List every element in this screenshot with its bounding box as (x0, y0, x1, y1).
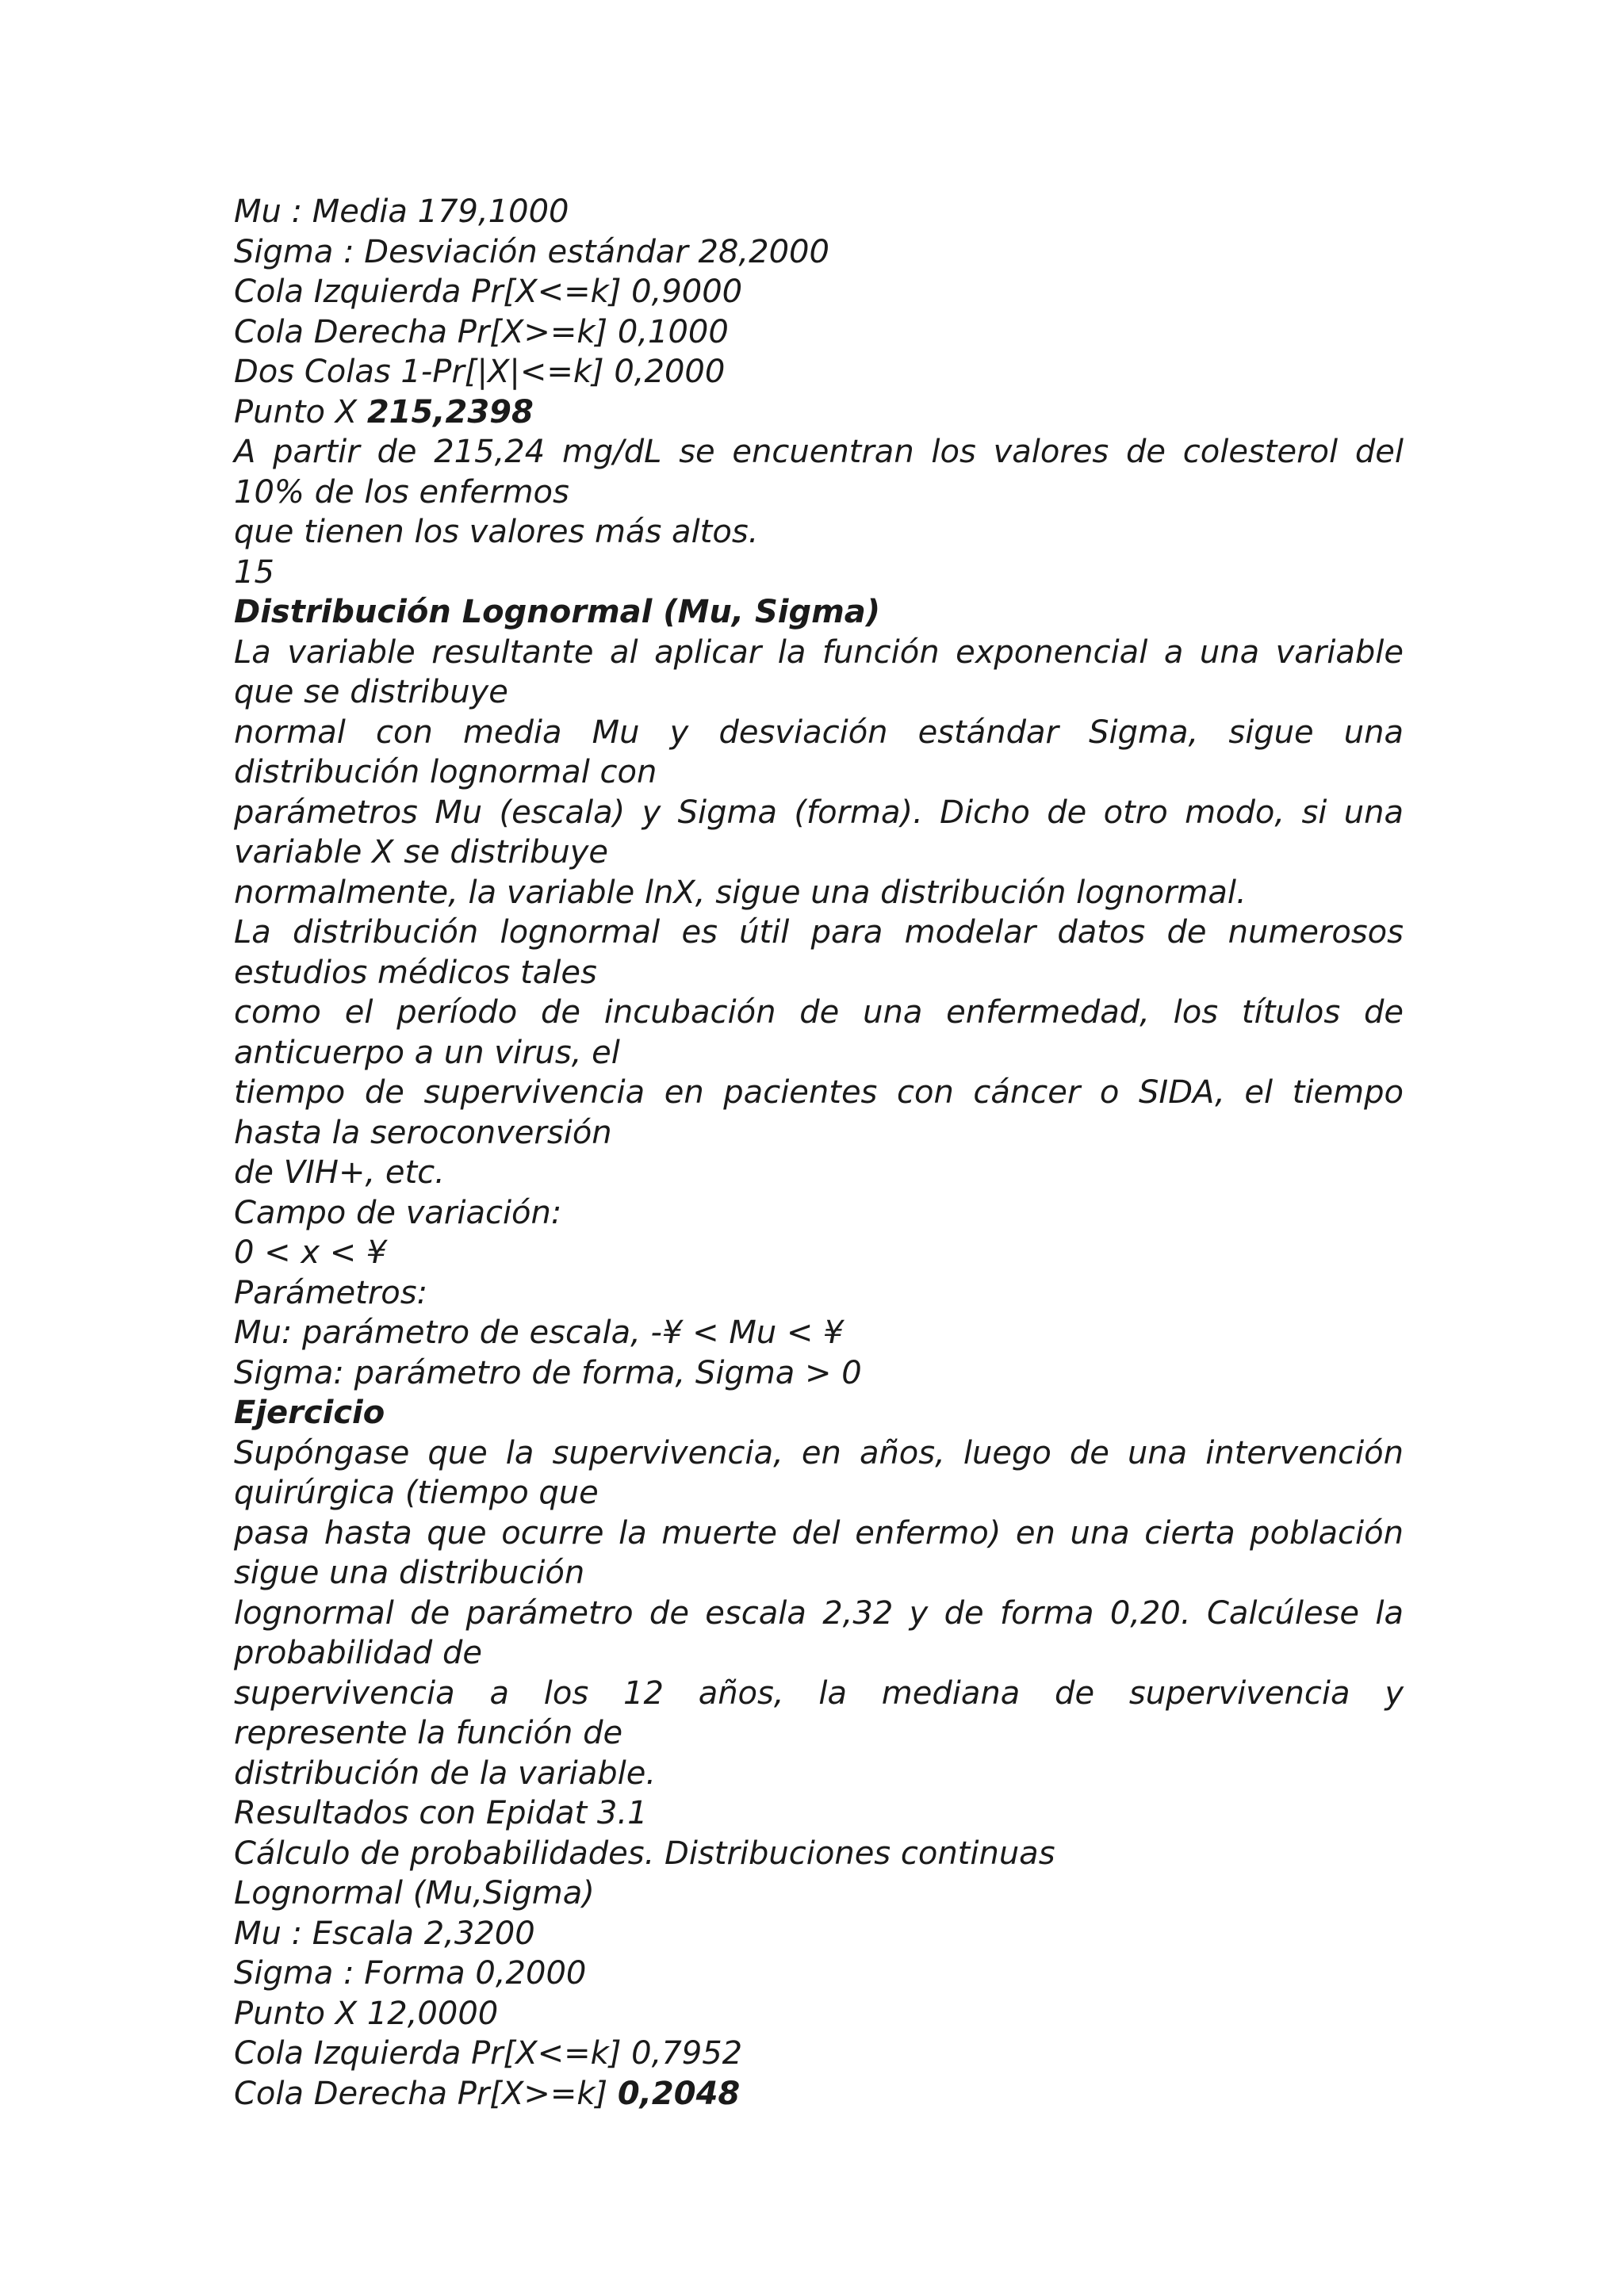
range-label: Campo de variación: (234, 1194, 562, 1231)
result-point-x: Punto X 12,0000 (234, 1995, 499, 2032)
lognormal-paragraph-line: normalmente, la variable lnX, sigue una distribución lognormal. (234, 874, 1247, 911)
calc-title: Cálculo de probabilidades. Distribuciones continuas (234, 1835, 1055, 1872)
right-tail-line: Cola Derecha Pr[X>=k] 0,1000 (234, 313, 729, 350)
exercise-text-line: represente la función de (234, 1715, 623, 1751)
lognormal-paragraph-line: La variable resultante al aplicar la función exponencial a una variable (234, 633, 1404, 671)
two-tails-line: Dos Colas 1-Pr[|X|<=k] 0,2000 (234, 354, 726, 390)
lognormal-use-line: de VIH+, etc. (234, 1154, 445, 1191)
point-x-line (234, 392, 1404, 433)
lognormal-use-line: La distribución lognormal es útil para modelar datos de numerosos (234, 914, 1404, 951)
lognormal-use-line: como el período de incubación de una enfermedad, los títulos de (234, 994, 1404, 1031)
exercise-text-line: supervivencia a los 12 años, la mediana de supervivencia y (234, 1674, 1404, 1712)
interpretation-line-2: 10% de los enfermos (234, 473, 569, 511)
right-tail-label: Cola Derecha Pr[X>=k] (234, 2075, 618, 2112)
exercise-text-line: distribución de la variable. (234, 1755, 657, 1792)
distribution-name: Lognormal (Mu,Sigma) (234, 1875, 595, 1911)
lognormal-paragraph-line: normal con media Mu y desviación estándar Sigma, sigue una (234, 714, 1404, 751)
result-right-tail (234, 2074, 1404, 2114)
sigma-line: Sigma : Desviación estándar 28,2000 (234, 233, 829, 270)
exercise-text-line: sigue una distribución (234, 1555, 585, 1591)
lognormal-paragraph-line: variable X se distribuye (234, 834, 608, 871)
interpretation-line-1: A partir de 215,24 mg/dL se encuentran los valores de colesterol del (234, 434, 1404, 470)
exercise-text-line: pasa hasta que ocurre la muerte del enfermo) en una cierta población (234, 1514, 1404, 1552)
lognormal-use-line: tiempo de supervivencia en pacientes con cáncer o SIDA, el tiempo (234, 1074, 1404, 1111)
result-mu: Mu : Escala 2,3200 (234, 1915, 535, 1952)
lognormal-use-line: estudios médicos tales (234, 954, 597, 991)
right-tail-value: 0,2048 (617, 2075, 741, 2112)
left-tail-line: Cola Izquierda Pr[X<=k] 0,9000 (234, 274, 743, 310)
params-label: Parámetros: (234, 1274, 428, 1311)
mu-line: Mu : Media 179,1000 (234, 193, 569, 230)
param-sigma: Sigma: parámetro de forma, Sigma > 0 (234, 1354, 862, 1391)
exercise-text-line: Supóngase que la supervivencia, en años, luego de una intervención (234, 1434, 1404, 1471)
lognormal-paragraph-line: que se distribuye (234, 674, 508, 710)
exercise-heading: Ejercicio (234, 1395, 385, 1431)
interpretation-line-3: que tienen los valores más altos. (234, 514, 759, 550)
lognormal-paragraph-line: distribución lognormal con (234, 754, 657, 790)
lognormal-heading: Distribución Lognormal (Mu, Sigma) (234, 594, 881, 630)
document-page (234, 192, 1404, 2114)
param-mu: Mu: parámetro de escala, -¥ < Mu < ¥ (234, 1314, 844, 1351)
range-value: 0 < x < ¥ (234, 1234, 387, 1271)
result-sigma: Sigma : Forma 0,2000 (234, 1955, 587, 1992)
exercise-text-line: probabilidad de (234, 1635, 482, 1671)
page-number: 15 (234, 553, 274, 591)
lognormal-use-line: anticuerpo a un virus, el (234, 1034, 620, 1071)
results-title: Resultados con Epidat 3.1 (234, 1795, 648, 1831)
exercise-text-line: quirúrgica (tiempo que (234, 1475, 599, 1511)
point-x-label: Punto X (234, 393, 367, 430)
result-left-tail: Cola Izquierda Pr[X<=k] 0,7952 (234, 2035, 743, 2072)
lognormal-use-line: hasta la seroconversión (234, 1114, 612, 1151)
point-x-value: 215,2398 (366, 393, 534, 430)
exercise-text-line: lognormal de parámetro de escala 2,32 y de forma 0,20. Calcúlese la (234, 1594, 1404, 1632)
lognormal-paragraph-line: parámetros Mu (escala) y Sigma (forma). Dicho de otro modo, si una (234, 794, 1404, 831)
